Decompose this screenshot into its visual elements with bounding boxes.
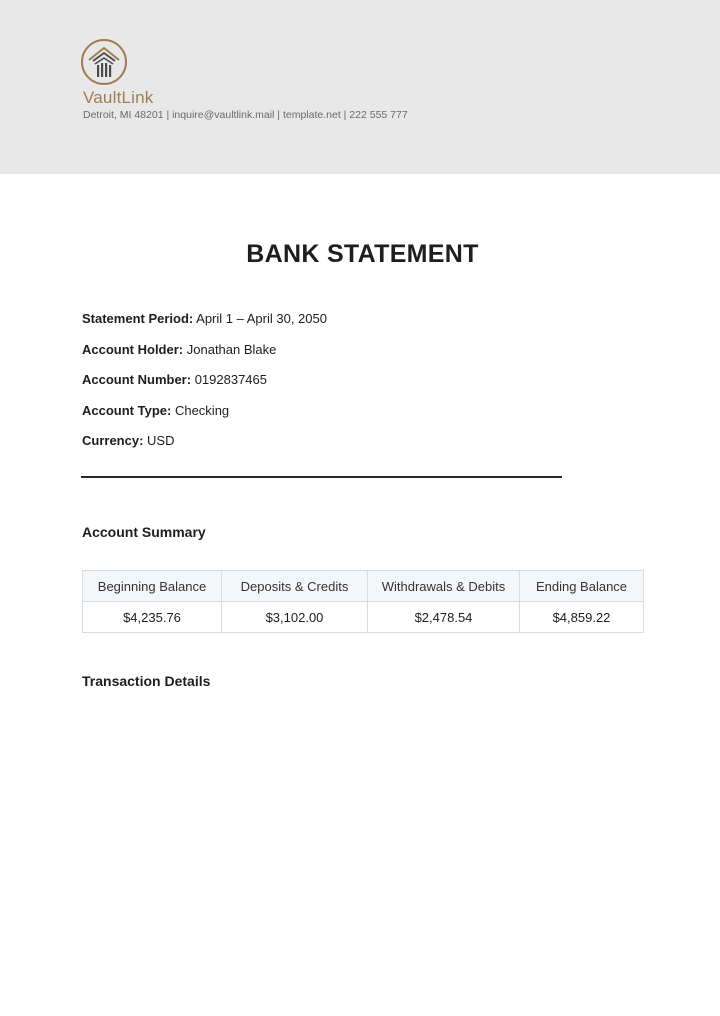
currency-value: USD — [147, 433, 175, 448]
summary-header-row — [83, 571, 644, 602]
section-divider — [81, 476, 562, 478]
summary-header-cell: Withdrawals & Debits — [368, 571, 520, 602]
account-type-line — [82, 403, 229, 418]
summary-header-cell: Ending Balance — [520, 571, 644, 602]
bank-building-icon — [80, 38, 128, 86]
account-number-line — [82, 372, 267, 387]
statement-period-value: April 1 – April 30, 2050 — [196, 311, 327, 326]
statement-period-label: Statement Period: — [82, 311, 194, 326]
account-summary-title: Account Summary — [82, 524, 206, 540]
summary-value-cell: $3,102.00 — [222, 602, 368, 633]
account-holder-label: Account Holder: — [82, 342, 184, 357]
contact-line: Detroit, MI 48201 | inquire@vaultlink.mail | template.net | 222 555 777 — [83, 109, 408, 121]
account-holder-value: Jonathan Blake — [186, 342, 277, 357]
currency-line — [82, 433, 175, 448]
summary-value-row — [83, 602, 644, 633]
transaction-details-title: Transaction Details — [82, 673, 211, 689]
document-title: BANK STATEMENT — [246, 240, 479, 268]
account-summary-table — [82, 570, 644, 633]
account-number-label: Account Number: — [82, 372, 192, 387]
summary-header-cell: Deposits & Credits — [222, 571, 368, 602]
currency-label: Currency: — [82, 433, 144, 448]
brand-name: VaultLink — [83, 88, 154, 107]
account-number-value: 0192837465 — [194, 372, 267, 387]
statement-period-line — [82, 311, 327, 326]
summary-value-cell: $2,478.54 — [368, 602, 520, 633]
summary-value-cell: $4,859.22 — [520, 602, 644, 633]
account-type-value: Checking — [174, 403, 230, 418]
summary-value-cell: $4,235.76 — [83, 602, 222, 633]
header-band — [0, 0, 720, 174]
summary-header-cell: Beginning Balance — [83, 571, 222, 602]
account-type-label: Account Type: — [82, 403, 172, 418]
account-holder-line — [82, 342, 276, 357]
